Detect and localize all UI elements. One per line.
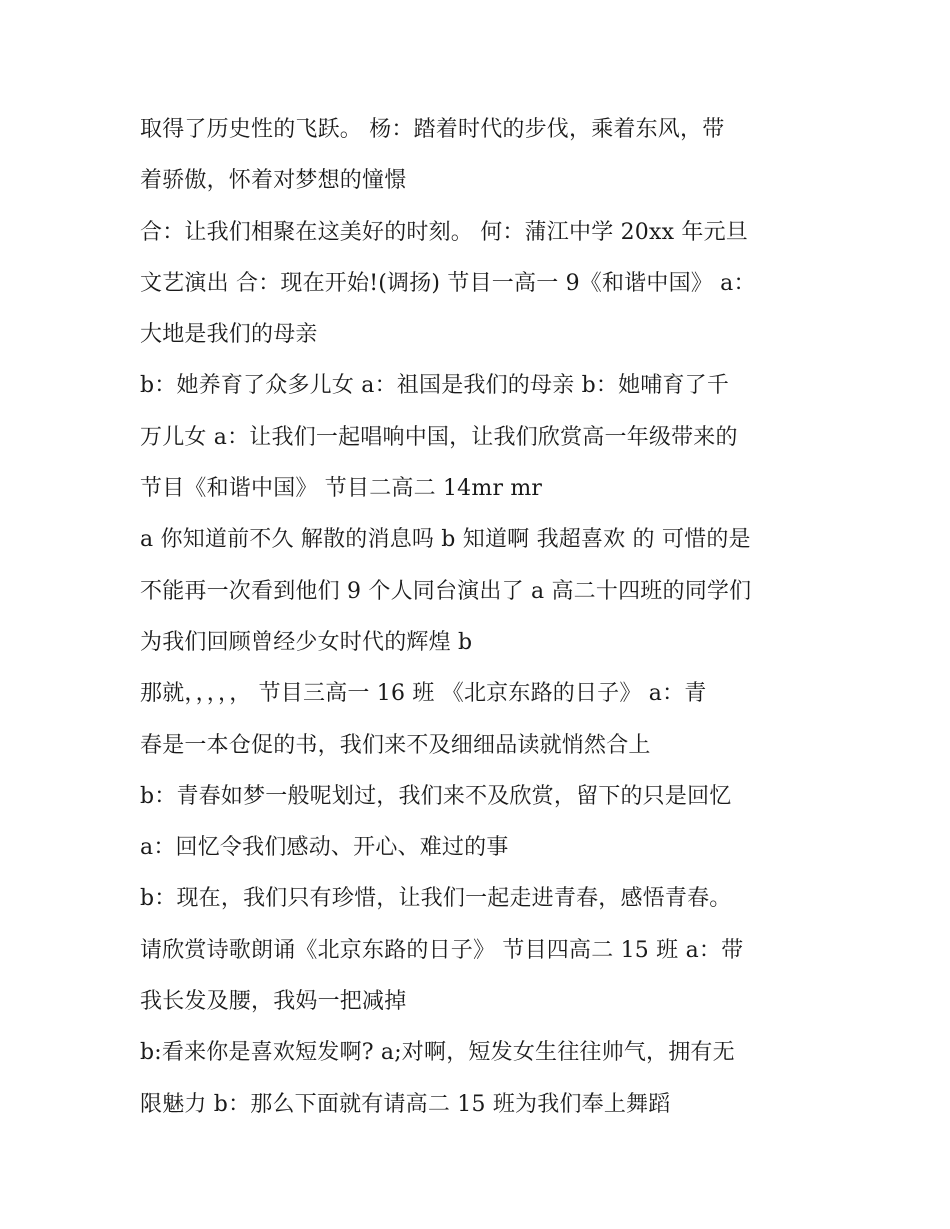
text-line: 请欣赏诗歌朗诵《北京东路的日子》 节目四高二 15 班 a：带 — [140, 937, 744, 963]
text-line: 我长发及腰，我妈一把减掉 — [140, 989, 407, 1015]
document-body — [140, 104, 820, 1130]
text-line: b:看来你是喜欢短发啊? a;对啊，短发女生往往帅气，拥有无 — [140, 1040, 735, 1066]
text-line: 那就，，，，， 节目三高一 16 班 《北京东路的日子》 a：青 — [140, 681, 707, 707]
text-line: a：回忆令我们感动、开心、难过的事 — [140, 835, 509, 861]
text-line: 大地是我们的母亲 — [140, 322, 318, 348]
text-line: 为我们回顾曾经少女时代的辉煌 b — [140, 629, 473, 655]
text-line: 万儿女 a：让我们一起唱响中国，让我们欣赏高一年级带来的 — [140, 424, 738, 450]
text-line: 不能再一次看到他们 9 个人同台演出了 a 高二十四班的同学们 — [140, 578, 752, 604]
text-line: b：现在，我们只有珍惜，让我们一起走进青春，感悟青春。 — [140, 886, 732, 912]
text-line: 春是一本仓促的书，我们来不及细细品读就悄然合上 — [140, 732, 651, 758]
text-line: a 你知道前不久 解散的消息吗 b 知道啊 我超喜欢 的 可惜的是 — [140, 527, 751, 553]
text-line: b：青春如梦一般呢划过，我们来不及欣赏，留下的只是回忆 — [140, 783, 732, 809]
text-line: 合：让我们相聚在这美好的时刻。 何：蒲江中学 20xx 年元旦 — [140, 219, 748, 245]
text-line: 限魅力 b：那么下面就有请高二 15 班为我们奉上舞蹈 — [140, 1091, 671, 1117]
text-line: 节目《和谐中国》 节目二高二 14mr mr — [140, 476, 543, 502]
text-line: b：她养育了众多儿女 a：祖国是我们的母亲 b：她哺育了千 — [140, 373, 730, 399]
text-line: 着骄傲，怀着对梦想的憧憬 — [140, 168, 407, 194]
text-line: 文艺演出 合：现在开始!(调扬) 节目一高一 9《和谐中国》 a： — [140, 270, 756, 296]
text-line: 取得了历史性的飞跃。 杨：踏着时代的步伐，乘着东风，带 — [140, 117, 725, 142]
